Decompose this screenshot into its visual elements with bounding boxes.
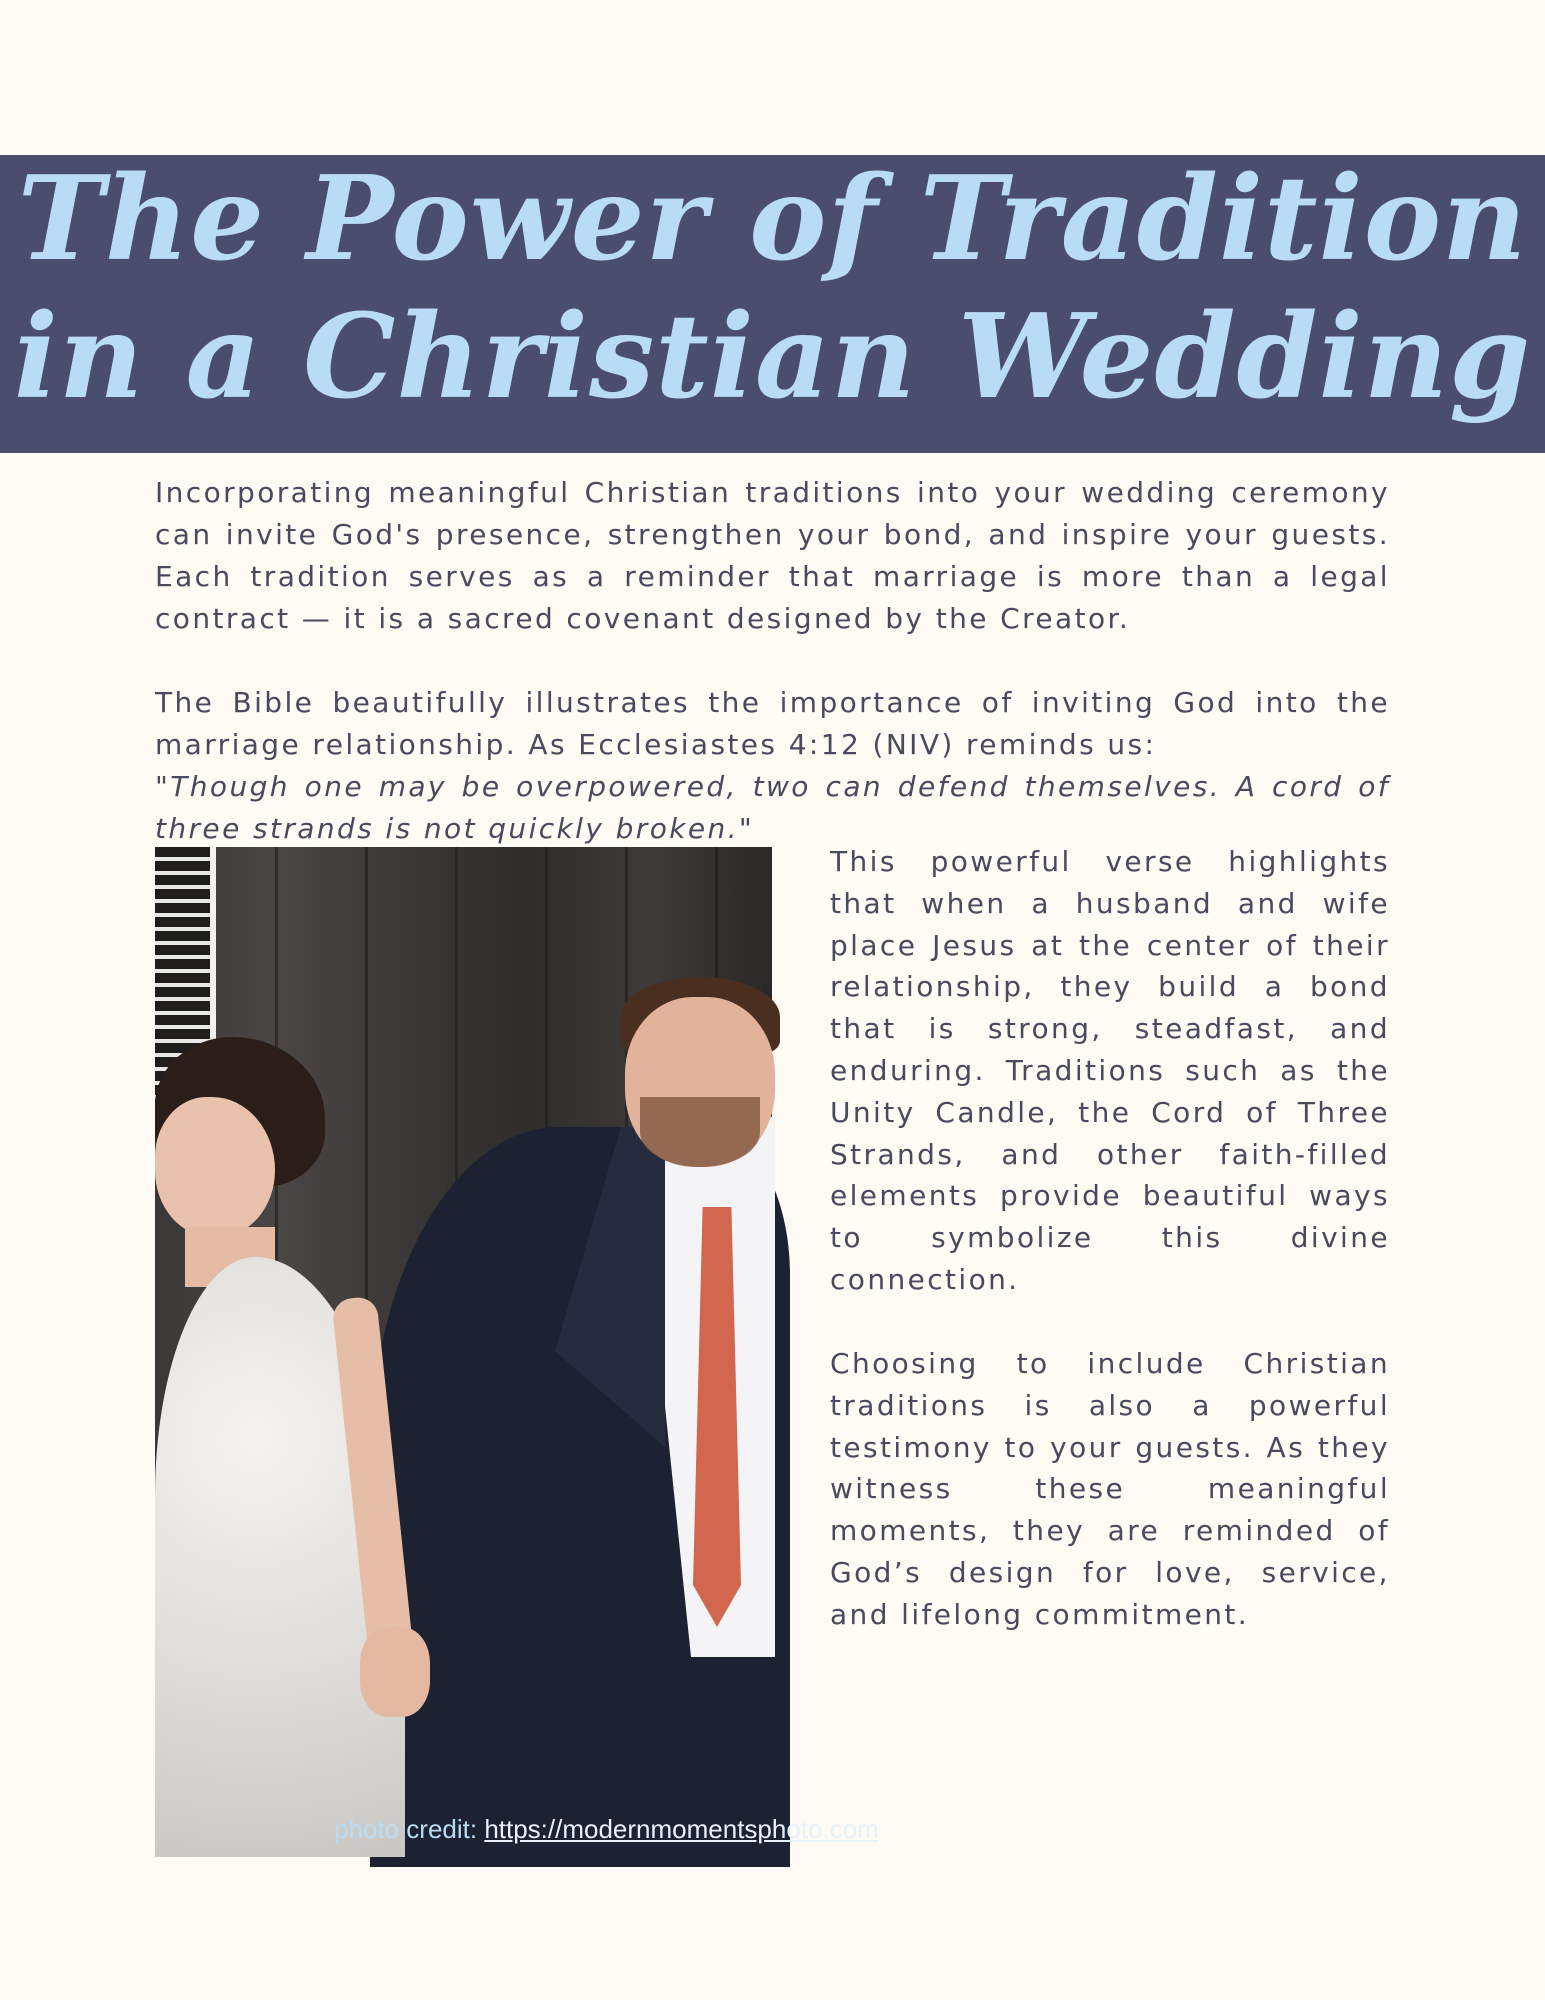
held-hands [360, 1627, 430, 1717]
photo-credit-label: photo credit: [334, 1814, 485, 1844]
bible-intro-paragraph: The Bible beautifully illustrates the importance of inviting God into the marriage relationship. As Ecclesiastes 4:12 (NIV) reminds us: [155, 686, 1390, 761]
intro-paragraph: Incorporating meaningful Christian traditions into your wedding ceremony can invite God's presence, strengthen your bond, and inspire your guests. Each tradition serves as a reminder that marriage is more than a legal contract — it is a sacred covenant designed by the Creator. [155, 476, 1390, 635]
bride-face [155, 1097, 275, 1237]
scripture-quote: "Though one may be overpowered, two can defend themselves. A cord of three strands is not quickly broken." [155, 770, 1390, 845]
column-paragraph-2: Choosing to include Christian traditions is also a powerful testimony to your guests. As they witness these meaningful moments, they are reminded of God’s design for love, service, and lifelong commitment. [830, 1347, 1390, 1631]
groom-beard [640, 1097, 760, 1167]
page-title: The Power of Tradition in a Christian Wedding [13, 151, 1532, 425]
photo-credit-link[interactable]: https://modernmomentsphoto.com [484, 1814, 879, 1844]
photo-credit [334, 1814, 879, 1844]
column-paragraph-1: This powerful verse highlights that when a husband and wife place Jesus at the center of their relationship, they build a bond that is strong, steadfast, and enduring. Traditions such as the Unity Candle, the Cord of Three Strands, and other faith-filled elements provide beautiful ways to symbolize this divine connection. [830, 845, 1390, 1296]
couple-photo [155, 847, 879, 1844]
